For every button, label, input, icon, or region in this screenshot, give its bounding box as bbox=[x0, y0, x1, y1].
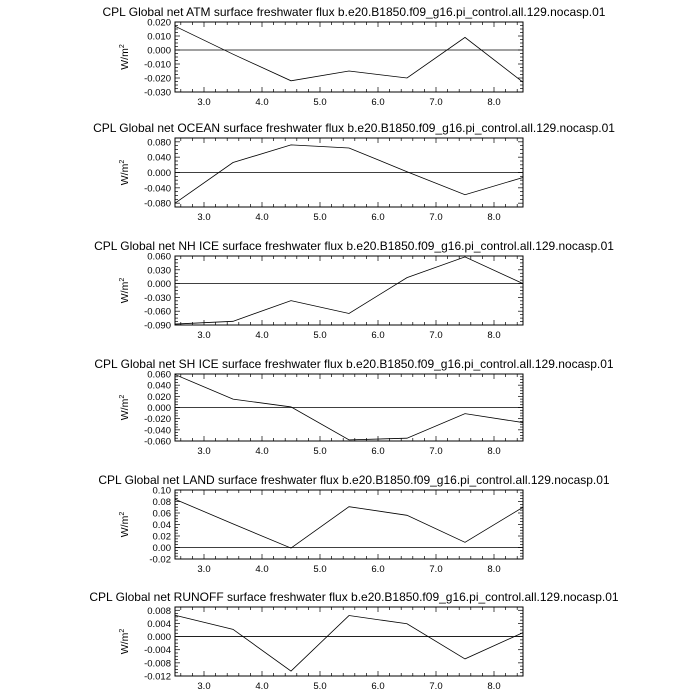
y-tick-label: 0.04 bbox=[152, 520, 171, 531]
y-tick-label: -0.010 bbox=[144, 59, 171, 71]
y-axis-label-exponent: 2 bbox=[119, 44, 126, 49]
x-tick-label: 5.0 bbox=[313, 446, 327, 457]
y-axis-label-exponent: 2 bbox=[119, 277, 126, 282]
chart-panel-5 bbox=[98, 473, 610, 575]
x-tick-label: 4.0 bbox=[255, 446, 269, 457]
x-tick-label: 8.0 bbox=[487, 330, 501, 341]
x-tick-label: 3.0 bbox=[197, 681, 211, 692]
y-axis-label bbox=[119, 44, 131, 70]
y-axis-label bbox=[119, 629, 131, 655]
x-tick-label: 8.0 bbox=[487, 446, 501, 457]
y-tick-label: 0.030 bbox=[147, 265, 171, 277]
x-tick-label: 4.0 bbox=[255, 681, 269, 692]
y-tick-label: 0.004 bbox=[147, 618, 171, 630]
x-tick-label: 7.0 bbox=[429, 446, 443, 457]
x-tick-label: 4.0 bbox=[255, 330, 269, 341]
y-tick-label: 0.00 bbox=[152, 543, 171, 554]
x-tick-label: 3.0 bbox=[197, 212, 211, 223]
y-axis-label-unit: W/m bbox=[119, 398, 131, 421]
x-tick-label: 8.0 bbox=[487, 564, 501, 575]
plot-frame bbox=[175, 607, 523, 676]
x-tick-label: 3.0 bbox=[197, 97, 211, 108]
y-tick-label: -0.060 bbox=[144, 306, 171, 318]
chart-panel-2 bbox=[93, 121, 615, 223]
x-tick-label: 8.0 bbox=[487, 681, 501, 692]
chart-title: CPL Global net OCEAN surface freshwater flux b.e20.B1850.f09_g16.pi_control.all.129.nocasp.01 bbox=[93, 121, 615, 135]
x-tick-label: 5.0 bbox=[313, 681, 327, 692]
x-tick-label: 4.0 bbox=[255, 212, 269, 223]
x-tick-label: 3.0 bbox=[197, 330, 211, 341]
plot-frame bbox=[175, 22, 523, 92]
x-tick-label: 6.0 bbox=[371, 446, 385, 457]
x-tick-label: 6.0 bbox=[371, 212, 385, 223]
x-tick-label: 7.0 bbox=[429, 330, 443, 341]
y-tick-label: 0.060 bbox=[147, 369, 171, 381]
y-tick-label: 0.000 bbox=[147, 632, 171, 644]
y-tick-label: -0.020 bbox=[144, 73, 171, 85]
x-tick-label: 4.0 bbox=[255, 564, 269, 575]
y-tick-label: 0.000 bbox=[147, 279, 171, 291]
y-tick-label: -0.040 bbox=[144, 425, 171, 437]
x-tick-label: 6.0 bbox=[371, 97, 385, 108]
y-tick-label: 0.10 bbox=[152, 485, 171, 497]
y-tick-label: 0.000 bbox=[147, 45, 171, 57]
y-tick-label: 0.06 bbox=[152, 508, 171, 520]
chart-panel-4 bbox=[94, 357, 614, 457]
y-axis-label-exponent: 2 bbox=[119, 159, 126, 164]
y-tick-label: -0.080 bbox=[144, 198, 171, 210]
chart-title: CPL Global net RUNOFF surface freshwater flux b.e20.B1850.f09_g16.pi_control.all.129.nocasp.01 bbox=[89, 590, 619, 604]
y-tick-label: 0.08 bbox=[152, 497, 171, 508]
y-axis-label-unit: W/m bbox=[119, 163, 131, 186]
y-axis-label bbox=[119, 395, 131, 421]
x-tick-label: 5.0 bbox=[313, 330, 327, 341]
y-tick-label: -0.030 bbox=[144, 87, 171, 99]
x-tick-label: 3.0 bbox=[197, 446, 211, 457]
x-tick-label: 7.0 bbox=[429, 97, 443, 108]
y-tick-label: 0.020 bbox=[147, 17, 171, 29]
x-tick-label: 7.0 bbox=[429, 564, 443, 575]
y-tick-label: 0.040 bbox=[147, 380, 171, 392]
y-axis-label bbox=[119, 278, 131, 304]
chart-title: CPL Global net ATM surface freshwater flux b.e20.B1850.f09_g16.pi_control.all.129.nocasp.01 bbox=[102, 5, 606, 19]
x-tick-label: 5.0 bbox=[313, 564, 327, 575]
y-tick-label: 0.02 bbox=[152, 531, 171, 543]
x-tick-label: 7.0 bbox=[429, 212, 443, 223]
y-axis-label bbox=[119, 512, 131, 538]
y-tick-label: 0.000 bbox=[147, 168, 171, 179]
y-tick-label: 0.040 bbox=[147, 152, 171, 164]
y-tick-label: 0.060 bbox=[147, 251, 171, 263]
y-tick-label: 0.010 bbox=[147, 31, 171, 43]
y-tick-label: -0.008 bbox=[144, 658, 171, 670]
plot-frame bbox=[175, 490, 523, 559]
plot-frame bbox=[175, 256, 523, 325]
y-tick-label: -0.020 bbox=[144, 414, 171, 426]
y-tick-label: -0.004 bbox=[144, 645, 171, 657]
y-axis-label-exponent: 2 bbox=[119, 394, 126, 399]
chart-panel-1 bbox=[103, 5, 606, 108]
y-tick-label: 0.020 bbox=[147, 391, 171, 403]
chart-panel-6 bbox=[89, 590, 619, 692]
y-tick-label: -0.090 bbox=[144, 320, 171, 332]
y-tick-label: 0.000 bbox=[147, 403, 171, 414]
y-axis-label-unit: W/m bbox=[119, 281, 131, 304]
y-tick-label: -0.060 bbox=[144, 436, 171, 448]
chart-panel-3 bbox=[94, 239, 614, 341]
y-tick-label: -0.030 bbox=[144, 292, 171, 304]
y-tick-label: -0.012 bbox=[144, 671, 171, 683]
x-tick-label: 6.0 bbox=[371, 564, 385, 575]
y-axis-label-exponent: 2 bbox=[119, 628, 126, 633]
y-axis-label-unit: W/m bbox=[119, 632, 131, 655]
x-tick-label: 8.0 bbox=[487, 212, 501, 223]
y-tick-label: 0.008 bbox=[147, 605, 171, 617]
chart-title: CPL Global net LAND surface freshwater flux b.e20.B1850.f09_g16.pi_control.all.129.nocasp.01 bbox=[98, 473, 610, 487]
chart-title: CPL Global net NH ICE surface freshwater flux b.e20.B1850.f09_g16.pi_control.all.129.nocasp.01 bbox=[94, 239, 614, 253]
series-line bbox=[175, 615, 523, 671]
x-tick-label: 4.0 bbox=[255, 97, 269, 108]
y-tick-label: 0.080 bbox=[147, 137, 171, 149]
x-tick-label: 6.0 bbox=[371, 681, 385, 692]
y-axis-label-unit: W/m bbox=[119, 48, 131, 70]
chart-title: CPL Global net SH ICE surface freshwater flux b.e20.B1850.f09_g16.pi_control.all.129.nocasp.01 bbox=[94, 357, 614, 371]
series-line bbox=[175, 499, 523, 548]
series-line bbox=[175, 26, 523, 82]
y-axis-label bbox=[119, 160, 131, 186]
x-tick-label: 5.0 bbox=[313, 212, 327, 223]
x-tick-label: 3.0 bbox=[197, 564, 211, 575]
x-tick-label: 5.0 bbox=[313, 97, 327, 108]
y-axis-label-exponent: 2 bbox=[119, 511, 126, 516]
series-line bbox=[175, 257, 523, 324]
y-tick-label: -0.02 bbox=[149, 554, 171, 566]
x-tick-label: 8.0 bbox=[487, 97, 501, 108]
x-tick-label: 6.0 bbox=[371, 330, 385, 341]
y-tick-label: -0.040 bbox=[144, 183, 171, 195]
series-line bbox=[175, 145, 523, 203]
x-tick-label: 7.0 bbox=[429, 681, 443, 692]
y-axis-label-unit: W/m bbox=[119, 515, 131, 538]
